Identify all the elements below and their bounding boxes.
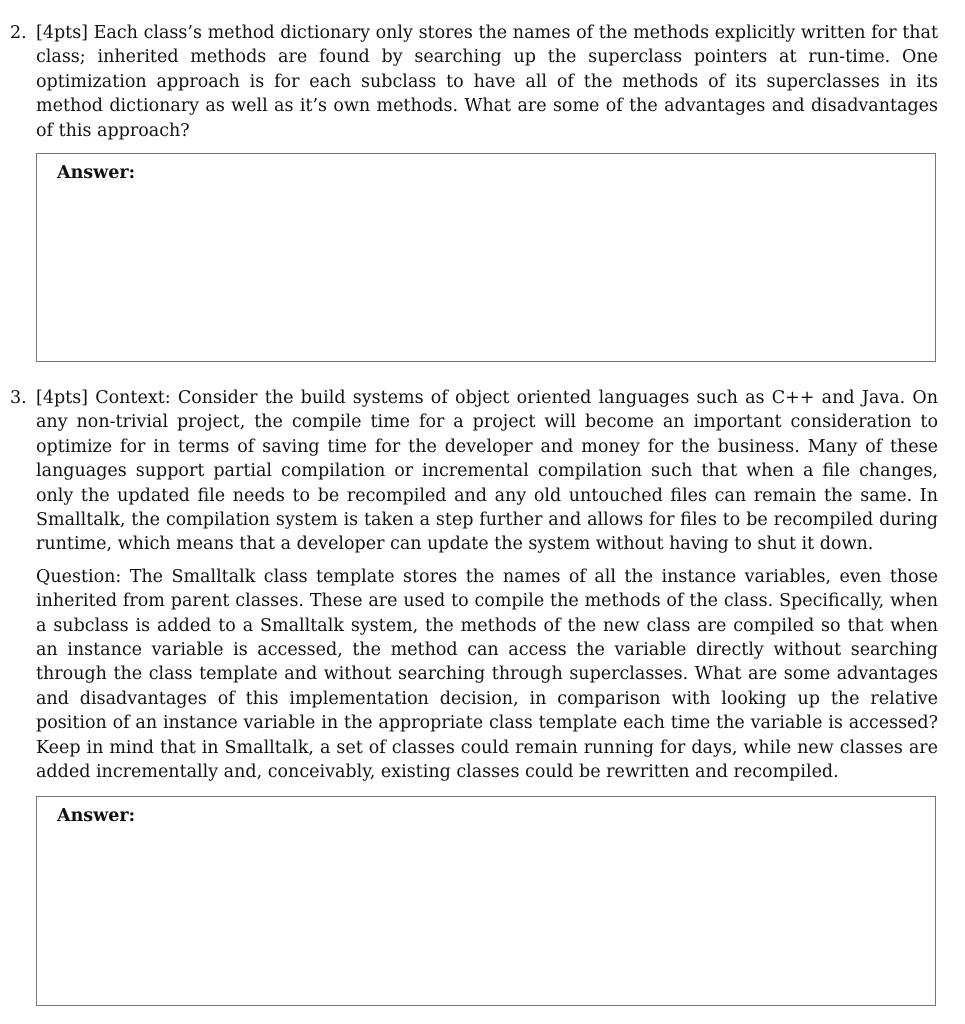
question-3-context: [4pts] Context: Consider the build systems of object oriented languages such as C++ and Java. On any non-trivial project, the compile time for a project will become an important consideration to optimize for in terms of saving time for the developer and money for the business. Many of these languages support partial compilation or incremental compilation such that when a file changes, only the updated file needs to be recompiled and any old untouched files can remain the same. In Smalltalk, the compilation system is taken a step further and allows for files to be recompiled during runtime, which means that a developer can update the system without having to shut it down. — [36, 388, 938, 555]
question-2-body — [36, 21, 938, 143]
question-2-number: 2. — [10, 23, 27, 43]
question-3-body — [36, 386, 938, 785]
question-2 — [10, 21, 938, 143]
question-3 — [10, 386, 938, 785]
question-3-answer-box[interactable] — [36, 796, 936, 1006]
question-2-answer-box[interactable] — [36, 153, 936, 362]
question-3-number: 3. — [10, 388, 27, 408]
question-3-question: Question: The Smalltalk class template stores the names of all the instance variables, even those inherited from parent classes. These are used to compile the methods of the class. Specifically, when a subclass is added to a Smalltalk system, the methods of the new class are compiled so that when an instance variable is accessed, the method can access the variable directly without searching through the class template and without searching through superclasses. What are some advantages and disadvantages of this implementation decision, in comparison with looking up the relative position of an instance variable in the appropriate class template each time the variable is accessed? Keep in mind that in Smalltalk, a set of classes could remain running for days, while new classes are added incrementally and, conceivably, existing classes could be rewritten and recompiled. — [36, 566, 938, 783]
question-2-answer-label: Answer: — [57, 163, 136, 183]
question-2-text: [4pts] Each class’s method dictionary only stores the names of the methods explicitly written for that class; inherited methods are found by searching up the superclass pointers at run-time. One optimization approach is for each subclass to have all of the methods of its superclasses in its method dictionary as well as it’s own methods. What are some of the advantages and disadvantages of this approach? — [36, 23, 938, 141]
question-3-answer-label: Answer: — [57, 806, 136, 826]
